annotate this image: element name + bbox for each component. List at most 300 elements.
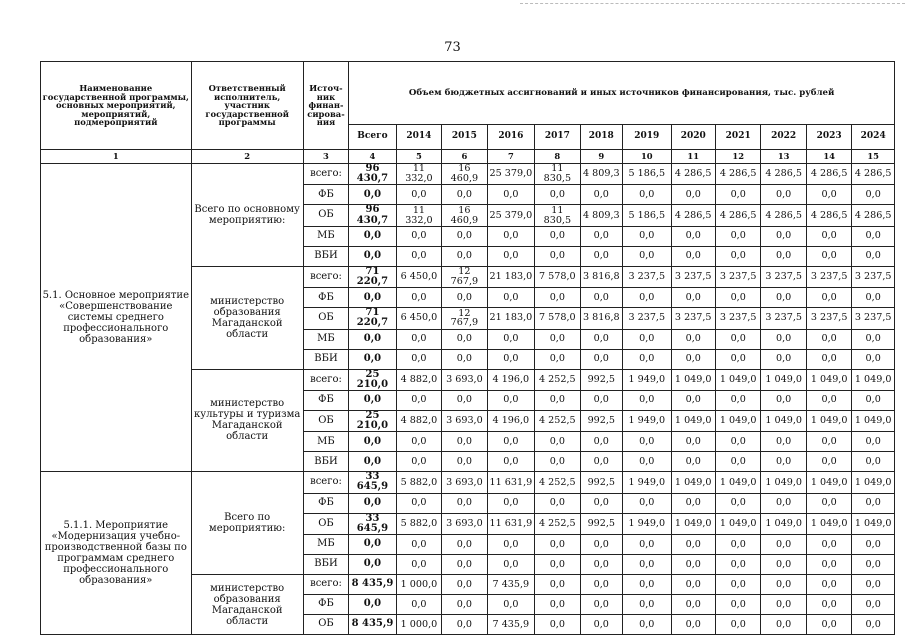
year-value: 0,0 [535, 246, 580, 266]
year-value: 0,0 [535, 615, 580, 635]
year-value: 4 286,5 [852, 164, 895, 185]
year-value: 0,0 [623, 288, 672, 308]
column-number: 12 [715, 150, 760, 164]
funding-source: ФБ [303, 288, 348, 308]
year-value: 0,0 [806, 575, 851, 595]
year-value: 0,0 [535, 575, 580, 595]
total-value: 0,0 [349, 226, 396, 246]
year-value: 7 578,0 [535, 266, 580, 287]
year-value: 21 183,0 [487, 266, 534, 287]
total-value: 0,0 [349, 595, 396, 615]
year-value: 0,0 [715, 493, 760, 513]
year-value: 0,0 [852, 575, 895, 595]
total-value: 25 210,0 [349, 369, 396, 390]
year-value: 0,0 [580, 615, 622, 635]
year-value: 4 809,3 [580, 164, 622, 185]
year-value: 0,0 [396, 493, 441, 513]
year-value: 3 693,0 [442, 513, 487, 534]
column-number: 8 [535, 150, 580, 164]
year-value: 0,0 [671, 226, 715, 246]
header-year: 2018 [580, 125, 622, 150]
year-value: 992,5 [580, 369, 622, 390]
year-value: 0,0 [761, 185, 806, 205]
year-value: 1 049,0 [852, 472, 895, 493]
year-value: 0,0 [442, 555, 487, 575]
year-value: 0,0 [487, 246, 534, 266]
total-value: 96 430,7 [349, 164, 396, 185]
funding-source: ОБ [303, 205, 348, 226]
year-value: 1 049,0 [671, 472, 715, 493]
column-number: 7 [487, 150, 534, 164]
year-value: 7 578,0 [535, 308, 580, 329]
year-value: 0,0 [852, 349, 895, 369]
column-number: 9 [580, 150, 622, 164]
year-value: 0,0 [852, 390, 895, 410]
year-value: 0,0 [623, 390, 672, 410]
year-value: 0,0 [580, 555, 622, 575]
year-value: 1 949,0 [623, 410, 672, 431]
year-value: 0,0 [806, 329, 851, 349]
year-value: 0,0 [580, 390, 622, 410]
year-value: 4 286,5 [761, 205, 806, 226]
year-value: 1 049,0 [806, 472, 851, 493]
year-value: 0,0 [487, 493, 534, 513]
year-value: 5 882,0 [396, 472, 441, 493]
header-year: 2017 [535, 125, 580, 150]
year-value: 16 460,9 [442, 205, 487, 226]
header-year: 2022 [761, 125, 806, 150]
year-value: 0,0 [623, 246, 672, 266]
year-value: 0,0 [396, 452, 441, 472]
year-value: 4 809,3 [580, 205, 622, 226]
year-value: 0,0 [806, 493, 851, 513]
year-value: 0,0 [715, 535, 760, 555]
table-row [41, 164, 895, 185]
total-value: 0,0 [349, 349, 396, 369]
year-value: 1 049,0 [761, 472, 806, 493]
total-value: 0,0 [349, 452, 396, 472]
year-value: 0,0 [761, 575, 806, 595]
responsible-executor: министерство образования Магаданской области [191, 266, 303, 369]
year-value: 5 186,5 [623, 164, 672, 185]
year-value: 0,0 [442, 575, 487, 595]
year-value: 992,5 [580, 410, 622, 431]
year-value: 0,0 [761, 288, 806, 308]
year-value: 1 049,0 [715, 472, 760, 493]
year-value: 0,0 [623, 595, 672, 615]
year-value: 1 949,0 [623, 513, 672, 534]
year-value: 0,0 [487, 535, 534, 555]
year-value: 3 237,5 [852, 266, 895, 287]
budget-table [40, 61, 895, 635]
year-value: 0,0 [715, 329, 760, 349]
header-year: 2023 [806, 125, 851, 150]
funding-source: ОБ [303, 410, 348, 431]
year-value: 0,0 [761, 555, 806, 575]
year-value: 0,0 [580, 329, 622, 349]
page-number: 73 [444, 40, 461, 55]
year-value: 0,0 [671, 575, 715, 595]
year-value: 0,0 [715, 390, 760, 410]
header-year: 2014 [396, 125, 441, 150]
total-value: 8 435,9 [349, 615, 396, 635]
year-value: 0,0 [761, 595, 806, 615]
year-value: 4 882,0 [396, 410, 441, 431]
year-value: 1 049,0 [852, 410, 895, 431]
responsible-executor: Всего по основному мероприятию: [191, 164, 303, 267]
column-number: 10 [623, 150, 672, 164]
year-value: 0,0 [580, 185, 622, 205]
column-number: 2 [191, 150, 303, 164]
year-value: 4 196,0 [487, 410, 534, 431]
funding-source: всего: [303, 164, 348, 185]
header-year: 2020 [671, 125, 715, 150]
year-value: 0,0 [806, 595, 851, 615]
year-value: 1 949,0 [623, 472, 672, 493]
year-value: 0,0 [396, 535, 441, 555]
year-value: 0,0 [715, 452, 760, 472]
year-value: 0,0 [806, 432, 851, 452]
funding-source: ФБ [303, 390, 348, 410]
funding-source: ВБИ [303, 555, 348, 575]
measure-name: 5.1. Основное мероприятие «Совершенствование системы среднего профессионального образования» [41, 164, 192, 472]
header-year: 2015 [442, 125, 487, 150]
year-value: 6 450,0 [396, 308, 441, 329]
measure-name: 5.1.1. Мероприятие «Модернизация учебно-производственной базы по программам среднего профессионального образования» [41, 472, 192, 635]
year-value: 12 767,9 [442, 266, 487, 287]
year-value: 0,0 [623, 615, 672, 635]
year-value: 25 379,0 [487, 164, 534, 185]
year-value: 0,0 [852, 185, 895, 205]
year-value: 0,0 [623, 452, 672, 472]
year-value: 0,0 [671, 595, 715, 615]
funding-source: всего: [303, 575, 348, 595]
funding-source: ВБИ [303, 349, 348, 369]
column-number: 14 [806, 150, 851, 164]
funding-source: МБ [303, 329, 348, 349]
year-value: 0,0 [852, 615, 895, 635]
year-value: 3 237,5 [623, 266, 672, 287]
year-value: 0,0 [396, 226, 441, 246]
funding-source: МБ [303, 535, 348, 555]
year-value: 6 450,0 [396, 266, 441, 287]
year-value: 0,0 [671, 615, 715, 635]
year-value: 0,0 [715, 595, 760, 615]
year-value: 1 049,0 [806, 513, 851, 534]
total-value: 0,0 [349, 329, 396, 349]
year-value: 12 767,9 [442, 308, 487, 329]
year-value: 0,0 [442, 185, 487, 205]
year-value: 4 252,5 [535, 513, 580, 534]
total-value: 8 435,9 [349, 575, 396, 595]
year-value: 1 949,0 [623, 369, 672, 390]
year-value: 0,0 [535, 226, 580, 246]
year-value: 0,0 [442, 329, 487, 349]
year-value: 3 816,8 [580, 308, 622, 329]
year-value: 1 049,0 [761, 369, 806, 390]
year-value: 0,0 [852, 493, 895, 513]
total-value: 0,0 [349, 185, 396, 205]
year-value: 4 252,5 [535, 369, 580, 390]
funding-source: ВБИ [303, 246, 348, 266]
year-value: 1 049,0 [715, 369, 760, 390]
year-value: 0,0 [671, 329, 715, 349]
year-value: 0,0 [580, 349, 622, 369]
year-value: 0,0 [442, 246, 487, 266]
total-value: 0,0 [349, 390, 396, 410]
year-value: 0,0 [761, 246, 806, 266]
year-value: 0,0 [580, 246, 622, 266]
year-value: 0,0 [623, 432, 672, 452]
column-number: 5 [396, 150, 441, 164]
total-value: 0,0 [349, 493, 396, 513]
year-value: 1 049,0 [761, 513, 806, 534]
year-value: 0,0 [761, 432, 806, 452]
year-value: 0,0 [396, 555, 441, 575]
year-value: 3 237,5 [806, 308, 851, 329]
column-number: 15 [852, 150, 895, 164]
header-year: 2019 [623, 125, 672, 150]
year-value: 7 435,9 [487, 575, 534, 595]
year-value: 0,0 [715, 349, 760, 369]
year-value: 4 286,5 [671, 164, 715, 185]
year-value: 0,0 [852, 246, 895, 266]
year-value: 11 332,0 [396, 205, 441, 226]
year-value: 0,0 [535, 349, 580, 369]
year-value: 0,0 [535, 555, 580, 575]
year-value: 0,0 [623, 555, 672, 575]
year-value: 0,0 [580, 535, 622, 555]
year-value: 0,0 [580, 575, 622, 595]
year-value: 992,5 [580, 513, 622, 534]
total-value: 33 645,9 [349, 472, 396, 493]
total-value: 96 430,7 [349, 205, 396, 226]
year-value: 0,0 [623, 349, 672, 369]
header-responsible: Ответственный исполнитель, участник государственной программы [191, 62, 303, 150]
year-value: 0,0 [852, 432, 895, 452]
year-value: 0,0 [487, 349, 534, 369]
year-value: 0,0 [487, 390, 534, 410]
year-value: 1 049,0 [715, 513, 760, 534]
year-value: 0,0 [761, 535, 806, 555]
funding-source: ОБ [303, 513, 348, 534]
year-value: 3 237,5 [671, 308, 715, 329]
year-value: 0,0 [806, 390, 851, 410]
year-value: 4 286,5 [671, 205, 715, 226]
page-top-edge [520, 3, 905, 5]
year-value: 0,0 [623, 185, 672, 205]
year-value: 4 286,5 [715, 164, 760, 185]
year-value: 0,0 [535, 329, 580, 349]
year-value: 0,0 [761, 226, 806, 246]
year-value: 0,0 [852, 595, 895, 615]
year-value: 5 882,0 [396, 513, 441, 534]
total-value: 25 210,0 [349, 410, 396, 431]
total-value: 0,0 [349, 432, 396, 452]
year-value: 0,0 [671, 288, 715, 308]
year-value: 0,0 [761, 615, 806, 635]
year-value: 0,0 [396, 246, 441, 266]
year-value: 0,0 [671, 349, 715, 369]
year-value: 0,0 [487, 452, 534, 472]
year-value: 0,0 [535, 452, 580, 472]
year-value: 0,0 [442, 615, 487, 635]
year-value: 0,0 [671, 493, 715, 513]
year-value: 0,0 [715, 615, 760, 635]
year-value: 0,0 [761, 452, 806, 472]
year-value: 0,0 [852, 535, 895, 555]
year-value: 0,0 [442, 226, 487, 246]
year-value: 0,0 [806, 615, 851, 635]
funding-source: ФБ [303, 595, 348, 615]
header-funding: Объем бюджетных ассигнований и иных источников финансирования, тыс. рублей [349, 62, 895, 125]
year-value: 0,0 [580, 493, 622, 513]
year-value: 0,0 [396, 349, 441, 369]
year-value: 0,0 [442, 288, 487, 308]
year-value: 0,0 [806, 246, 851, 266]
year-value: 0,0 [623, 493, 672, 513]
total-value: 71 220,7 [349, 308, 396, 329]
year-value: 11 332,0 [396, 164, 441, 185]
year-value: 0,0 [806, 288, 851, 308]
table-row [41, 472, 895, 493]
header-name: Наименование государственной программы, основных мероприятий, мероприятий, подмероприятий [41, 62, 192, 150]
year-value: 3 237,5 [806, 266, 851, 287]
year-value: 0,0 [535, 288, 580, 308]
year-value: 11 830,5 [535, 205, 580, 226]
header-source: Источ- ник финан- сирова- ния [303, 62, 348, 150]
funding-source: ФБ [303, 185, 348, 205]
year-value: 0,0 [715, 288, 760, 308]
column-number: 4 [349, 150, 396, 164]
year-value: 11 631,9 [487, 472, 534, 493]
year-value: 0,0 [671, 246, 715, 266]
year-value: 0,0 [806, 535, 851, 555]
funding-source: МБ [303, 432, 348, 452]
year-value: 3 237,5 [671, 266, 715, 287]
year-value: 1 049,0 [671, 369, 715, 390]
year-value: 0,0 [396, 595, 441, 615]
year-value: 4 286,5 [761, 164, 806, 185]
funding-source: всего: [303, 266, 348, 287]
funding-source: всего: [303, 472, 348, 493]
year-value: 3 693,0 [442, 410, 487, 431]
year-value: 0,0 [806, 452, 851, 472]
year-value: 0,0 [580, 452, 622, 472]
year-value: 0,0 [806, 185, 851, 205]
year-value: 4 252,5 [535, 410, 580, 431]
year-value: 0,0 [442, 595, 487, 615]
year-value: 4 882,0 [396, 369, 441, 390]
year-value: 5 186,5 [623, 205, 672, 226]
total-value: 0,0 [349, 288, 396, 308]
year-value: 11 830,5 [535, 164, 580, 185]
responsible-executor: министерство культуры и туризма Магаданской области [191, 369, 303, 472]
year-value: 4 252,5 [535, 472, 580, 493]
responsible-executor: Всего по мероприятию: [191, 472, 303, 575]
year-value: 25 379,0 [487, 205, 534, 226]
funding-source: ОБ [303, 615, 348, 635]
year-value: 0,0 [623, 329, 672, 349]
year-value: 16 460,9 [442, 164, 487, 185]
funding-source: ВБИ [303, 452, 348, 472]
year-value: 0,0 [396, 432, 441, 452]
year-value: 0,0 [852, 288, 895, 308]
year-value: 0,0 [535, 595, 580, 615]
year-value: 0,0 [852, 226, 895, 246]
year-value: 0,0 [487, 595, 534, 615]
column-number: 1 [41, 150, 192, 164]
year-value: 4 286,5 [806, 164, 851, 185]
year-value: 1 000,0 [396, 575, 441, 595]
year-value: 0,0 [715, 246, 760, 266]
year-value: 0,0 [535, 432, 580, 452]
funding-source: ОБ [303, 308, 348, 329]
year-value: 0,0 [396, 390, 441, 410]
year-value: 0,0 [671, 555, 715, 575]
year-value: 21 183,0 [487, 308, 534, 329]
total-value: 71 220,7 [349, 266, 396, 287]
header-total: Всего [349, 125, 396, 150]
year-value: 7 435,9 [487, 615, 534, 635]
header-year: 2024 [852, 125, 895, 150]
year-value: 0,0 [442, 452, 487, 472]
year-value: 0,0 [671, 390, 715, 410]
year-value: 0,0 [806, 349, 851, 369]
year-value: 0,0 [396, 288, 441, 308]
year-value: 3 237,5 [715, 308, 760, 329]
year-value: 1 049,0 [671, 410, 715, 431]
total-value: 0,0 [349, 555, 396, 575]
year-value: 1 049,0 [806, 369, 851, 390]
column-number: 11 [671, 150, 715, 164]
year-value: 0,0 [715, 432, 760, 452]
total-value: 33 645,9 [349, 513, 396, 534]
year-value: 1 049,0 [671, 513, 715, 534]
year-value: 0,0 [761, 390, 806, 410]
year-value: 0,0 [671, 432, 715, 452]
year-value: 11 631,9 [487, 513, 534, 534]
year-value: 3 816,8 [580, 266, 622, 287]
year-value: 0,0 [396, 329, 441, 349]
year-value: 0,0 [487, 185, 534, 205]
year-value: 0,0 [487, 288, 534, 308]
column-number: 3 [303, 150, 348, 164]
year-value: 0,0 [535, 390, 580, 410]
year-value: 0,0 [623, 575, 672, 595]
year-value: 3 237,5 [761, 308, 806, 329]
year-value: 0,0 [761, 493, 806, 513]
year-value: 0,0 [442, 535, 487, 555]
year-value: 0,0 [487, 432, 534, 452]
year-value: 0,0 [442, 349, 487, 369]
year-value: 0,0 [580, 226, 622, 246]
year-value: 0,0 [535, 185, 580, 205]
header-year: 2021 [715, 125, 760, 150]
year-value: 4 196,0 [487, 369, 534, 390]
year-value: 0,0 [715, 575, 760, 595]
year-value: 0,0 [487, 329, 534, 349]
year-value: 0,0 [442, 493, 487, 513]
column-number: 6 [442, 150, 487, 164]
year-value: 0,0 [852, 329, 895, 349]
year-value: 1 049,0 [715, 410, 760, 431]
year-value: 0,0 [580, 432, 622, 452]
year-value: 4 286,5 [715, 205, 760, 226]
year-value: 3 237,5 [761, 266, 806, 287]
year-value: 1 049,0 [806, 410, 851, 431]
total-value: 0,0 [349, 246, 396, 266]
